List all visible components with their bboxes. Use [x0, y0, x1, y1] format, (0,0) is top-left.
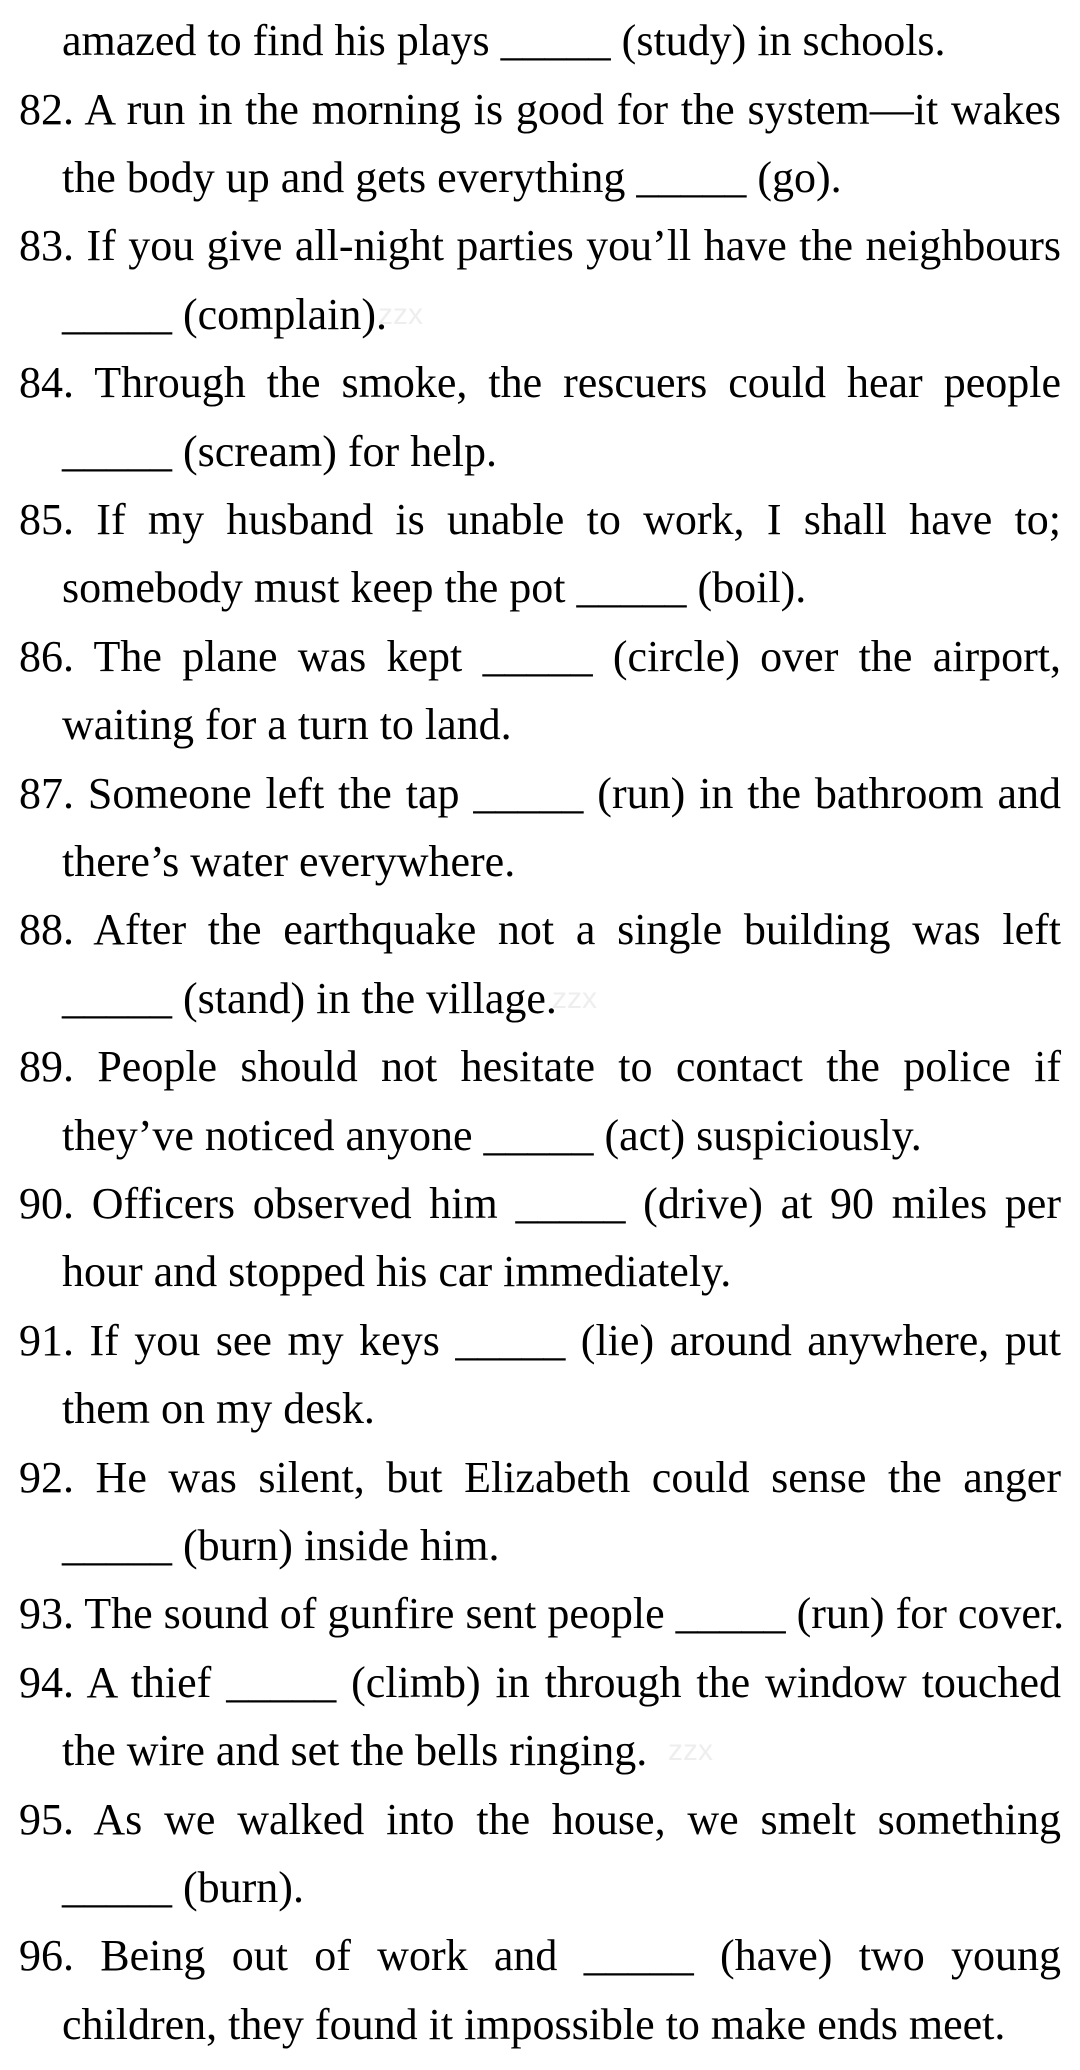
question-95-line-1: 95. As we walked into the house, we smelt something [19, 1795, 1061, 1844]
question-88-line-1: 88. After the earthquake not a single building was left [19, 905, 1061, 954]
question-85-line-1: 85. If my husband is unable to work, I shall have to; [19, 495, 1061, 544]
question-94-line-2: the wire and set the bells ringing. [62, 1726, 648, 1775]
question-82-line-2: the body up and gets everything _____ (go). [62, 153, 842, 202]
question-93-line-1: 93. The sound of gunfire sent people _____ (run) for cover. [19, 1589, 1065, 1638]
question-89-line-2: they’ve noticed anyone _____ (act) suspiciously. [62, 1111, 922, 1160]
question-96-line-2: children, they found it impossible to make ends meet. [62, 2000, 1006, 2049]
question-86-line-2: waiting for a turn to land. [62, 700, 512, 749]
question-87-line-1: 87. Someone left the tap _____ (run) in the bathroom and [19, 769, 1061, 818]
question-87-line-2: there’s water everywhere. [62, 837, 516, 886]
question-89-line-1: 89. People should not hesitate to contact the police if [19, 1042, 1061, 1091]
question-82-line-1: 82. A run in the morning is good for the system—it wakes [19, 85, 1061, 134]
question-84-line-1: 84. Through the smoke, the rescuers could hear people [19, 358, 1061, 407]
question-84-line-2: _____ (scream) for help. [62, 427, 497, 476]
question-83-line-2: _____ (complain). [62, 290, 388, 339]
watermark: zzx [552, 982, 597, 1015]
watermark: zzx [668, 1734, 713, 1767]
question-94-line-1: 94. A thief _____ (climb) in through the window touched [19, 1658, 1061, 1707]
question-81-line-2: amazed to find his plays _____ (study) in schools. [62, 16, 946, 65]
question-91-line-2: them on my desk. [62, 1384, 375, 1433]
question-92-line-1: 92. He was silent, but Elizabeth could sense the anger [19, 1453, 1061, 1502]
question-95-line-2: _____ (burn). [62, 1863, 304, 1912]
question-83-line-1: 83. If you give all-night parties you’ll have the neighbours [19, 221, 1061, 270]
question-96-line-1: 96. Being out of work and _____ (have) two young [19, 1931, 1061, 1980]
question-86-line-1: 86. The plane was kept _____ (circle) over the airport, [19, 632, 1061, 681]
question-88-line-2: _____ (stand) in the village. [62, 974, 557, 1023]
watermark: zzx [378, 298, 423, 331]
question-91-line-1: 91. If you see my keys _____ (lie) around anywhere, put [19, 1316, 1061, 1365]
question-92-line-2: _____ (burn) inside him. [62, 1521, 500, 1570]
question-85-line-2: somebody must keep the pot _____ (boil). [62, 563, 807, 612]
question-90-line-2: hour and stopped his car immediately. [62, 1247, 732, 1296]
question-90-line-1: 90. Officers observed him _____ (drive) at 90 miles per [19, 1179, 1061, 1228]
